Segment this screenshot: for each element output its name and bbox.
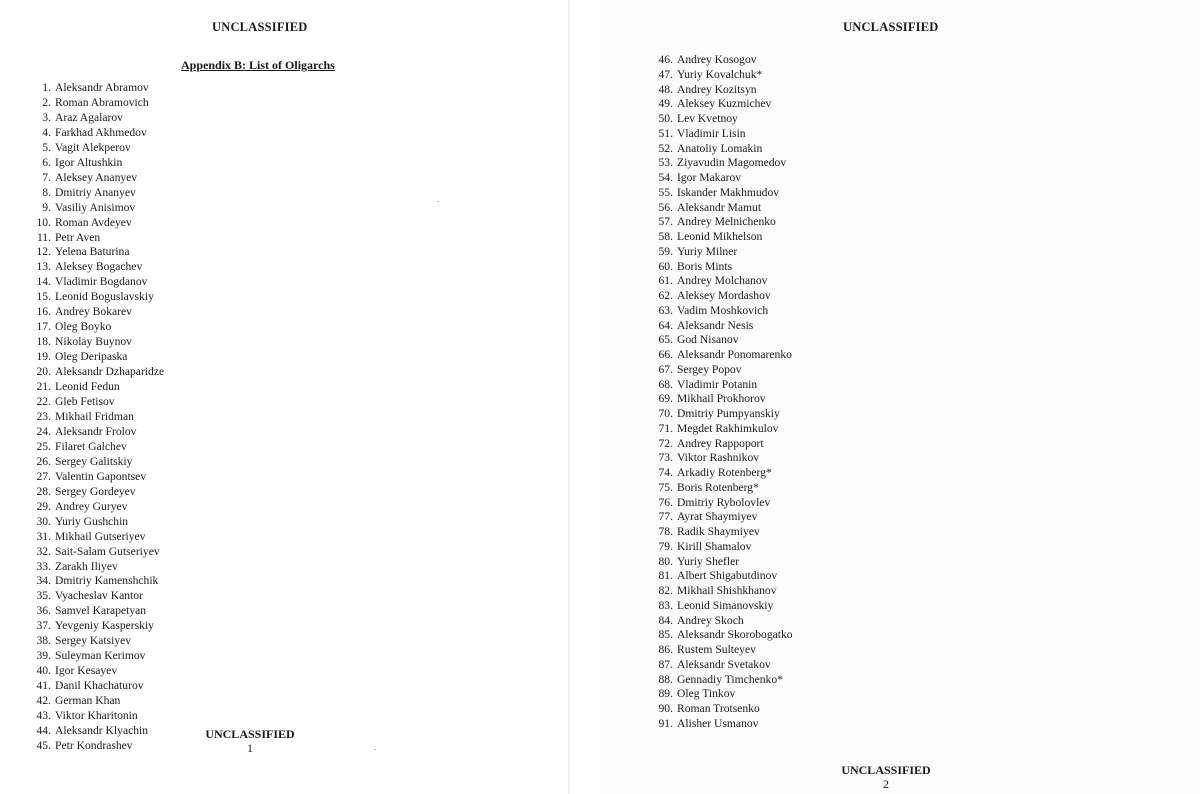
item-number: 88. [658,672,673,686]
list-item [655,392,793,407]
item-number: 89. [658,687,673,701]
oligarch-name: Aleksandr Mamut [677,200,762,214]
oligarch-name: Petr Kondrashev [55,738,133,752]
page-2-footer [836,763,936,791]
item-number: 55. [658,185,673,199]
list-item [655,614,793,629]
item-number: 2. [42,95,51,109]
list-item [655,289,793,304]
item-number: 82. [658,584,673,597]
item-number: 52. [658,141,673,155]
list-item [29,216,164,231]
item-number: 78. [658,525,673,538]
item-number: 79. [658,539,673,553]
list-item [655,628,793,643]
item-number: 10. [36,215,51,229]
oligarch-name: Farkhad Akhmedov [55,125,147,139]
item-number: 31. [36,529,51,543]
oligarch-name: Aleksey Kuzmichev [677,97,772,111]
oligarch-name: Araz Agalarov [55,110,123,124]
oligarch-name: Dmitriy Rybolovlev [677,495,771,509]
list-item [29,305,164,320]
list-item [29,395,164,410]
oligarch-name: Rustem Sulteyev [677,643,756,656]
oligarch-name: Aleksey Mordashov [677,289,771,302]
item-number: 51. [658,126,673,140]
list-item [655,717,793,732]
list-item [29,545,164,560]
item-number: 24. [36,424,51,438]
list-item [29,604,164,619]
list-item [29,664,164,679]
classification-header: UNCLASSIFIED [843,20,939,34]
list-item [655,333,793,348]
item-number: 41. [36,679,51,693]
oligarch-name: Vladimir Lisin [677,126,746,140]
oligarch-name: Sergey Katsiyev [55,634,132,648]
list-item [655,127,793,142]
list-item [655,245,793,260]
item-number: 8. [42,185,51,199]
item-number: 69. [658,392,673,406]
list-item [655,451,793,466]
oligarch-name: Roman Abramovich [55,95,149,109]
oligarch-name: Yuriy Shefler [677,554,740,568]
item-number: 85. [658,628,673,642]
oligarch-name: Alisher Usmanov [677,716,759,730]
oligarch-name: Sergey Popov [677,362,742,376]
oligarch-name: Leonid Fedun [55,380,120,394]
oligarch-name: Sait-Salam Gutseriyev [55,544,160,558]
oligarch-name: Roman Trotsenko [677,702,760,715]
list-item [655,569,793,584]
list-item [29,380,164,395]
list-item [655,171,793,186]
appendix-title: Appendix B: List of Oligarchs [181,58,335,72]
list-item [655,481,793,496]
oligarch-name: Nikolay Buynov [55,335,132,349]
list-item [29,574,164,589]
item-number: 47. [658,67,673,81]
item-number: 39. [36,649,51,663]
item-number: 1. [42,81,51,94]
item-number: 29. [36,499,51,513]
list-item [655,142,793,157]
oligarch-name: Andrey Guryev [55,499,128,513]
item-number: 61. [658,274,673,288]
list-item [29,81,164,96]
oligarch-name: Aleksandr Abramov [55,81,149,94]
list-item [655,437,793,452]
item-number: 23. [36,409,51,423]
list-item [655,422,793,437]
item-number: 91. [658,716,673,730]
item-number: 54. [658,171,673,184]
item-number: 73. [658,451,673,465]
item-number: 35. [36,589,51,603]
item-number: 48. [658,82,673,96]
item-number: 56. [658,200,673,214]
oligarch-name: Andrey Kozitsyn [677,82,757,96]
oligarch-name: Ziyavudin Magomedov [677,156,787,170]
item-number: 72. [658,436,673,450]
oligarch-name: Anatoliy Lomakin [677,141,763,155]
item-number: 36. [36,604,51,618]
list-item [655,673,793,688]
oligarch-name: Mikhail Fridman [55,409,134,423]
oligarch-name: God Nisanov [677,333,739,347]
oligarch-name: Iskander Makhmudov [677,185,780,199]
list-item [655,230,793,245]
oligarch-name: Igor Makarov [677,171,742,184]
oligarch-name: Oleg Tinkov [677,687,736,701]
item-number: 46. [658,53,673,66]
oligarch-name: Radik Shaymiyev [677,525,760,538]
list-item [655,97,793,112]
item-number: 57. [658,215,673,229]
list-item [655,658,793,673]
oligarch-name: Yuriy Kovalchuk* [677,67,763,81]
item-number: 13. [36,260,51,274]
item-number: 67. [658,362,673,376]
oligarch-name: Aleksey Ananyev [55,170,138,184]
list-item [655,348,793,363]
oligarch-name: Albert Shigabutdinov [677,569,778,583]
list-item [655,201,793,216]
list-item [655,540,793,555]
oligarch-name: Andrey Rappoport [677,436,764,450]
list-item [29,515,164,530]
oligarch-name: Aleksandr Dzhaparidze [55,365,165,379]
oligarch-name: Viktor Rashnikov [677,451,760,465]
oligarch-name: Andrey Melnichenko [677,215,776,229]
oligarch-name: Boris Mints [677,259,733,273]
oligarch-name: Lev Kvetnoy [677,112,738,125]
item-number: 58. [658,230,673,243]
oligarch-name: Mikhail Shishkhanov [677,584,777,597]
list-item [29,470,164,485]
oligarch-name: Aleksandr Klyachin [55,723,149,737]
item-number: 68. [658,377,673,391]
oligarch-name: Dmitriy Pumpyanskiy [677,407,780,420]
list-item [29,724,164,739]
item-number: 5. [42,140,51,154]
classification-footer: UNCLASSIFIED [841,763,931,777]
item-number: 16. [36,305,51,319]
item-number: 64. [658,318,673,332]
list-item [29,275,164,290]
item-number: 60. [658,259,673,273]
oligarch-name: Igor Kesayev [55,664,118,678]
list-item [655,643,793,658]
item-number: 44. [36,723,51,737]
list-item [655,215,793,230]
item-number: 30. [36,514,51,528]
list-item [29,141,164,156]
list-item [655,584,793,599]
oligarch-name: Igor Altushkin [55,155,123,169]
item-number: 33. [36,559,51,573]
item-number: 76. [658,495,673,509]
item-number: 86. [658,643,673,656]
oligarch-name: Leonid Boguslavskiy [55,290,154,304]
item-number: 83. [658,598,673,612]
list-item [29,634,164,649]
list-item [655,156,793,171]
list-item [655,510,793,525]
list-item [29,201,164,216]
list-item [655,53,793,68]
page-gutter [568,0,570,794]
oligarch-name: Andrey Bokarev [55,305,132,319]
item-number: 9. [42,200,51,214]
oligarch-name: Andrey Skoch [677,613,744,627]
item-number: 21. [36,380,51,394]
oligarch-name: Megdet Rakhimkulov [677,421,779,435]
item-number: 84. [658,613,673,627]
oligarch-name: Yuriy Gushchin [55,514,129,528]
list-item [29,350,164,365]
list-item [29,96,164,111]
oligarch-list-page-1 [29,81,164,754]
list-item [655,83,793,98]
oligarch-name: Aleksey Bogachev [55,260,143,274]
oligarch-name: Mikhail Prokhorov [677,392,766,406]
list-item [29,694,164,709]
item-number: 17. [36,320,51,334]
oligarch-name: Aleksandr Ponomarenko [677,348,792,361]
list-item [655,274,793,289]
item-number: 71. [658,421,673,435]
oligarch-name: Vagit Alekperov [55,140,131,154]
oligarch-name: Dmitriy Kamenshchik [55,574,159,588]
list-item [655,304,793,319]
list-item [655,260,793,275]
list-item [29,111,164,126]
oligarch-name: Vladimir Bogdanov [55,275,148,289]
oligarch-name: Samvel Karapetyan [55,604,147,618]
item-number: 59. [658,244,673,258]
oligarch-name: Roman Avdeyev [55,215,132,229]
oligarch-name: Aleksandr Nesis [677,318,754,332]
oligarch-name: Aleksandr Skorobogatko [677,628,793,642]
item-number: 14. [36,275,51,289]
oligarch-name: Leonid Simanovskiy [677,598,774,612]
item-number: 40. [36,664,51,678]
item-number: 80. [658,554,673,568]
oligarch-name: Aleksandr Svetakov [677,657,771,671]
item-number: 87. [658,657,673,671]
list-item [29,530,164,545]
list-item [655,687,793,702]
list-item [29,455,164,470]
oligarch-name: Mikhail Gutseriyev [55,529,146,543]
list-item [655,186,793,201]
list-item [29,739,164,754]
item-number: 66. [658,348,673,361]
item-number: 62. [658,289,673,302]
list-item [655,599,793,614]
item-number: 15. [36,290,51,304]
item-number: 49. [658,97,673,111]
list-item [29,365,164,380]
oligarch-name: German Khan [55,694,121,708]
list-item [655,407,793,422]
item-number: 38. [36,634,51,648]
item-number: 90. [658,702,673,715]
item-number: 25. [36,439,51,453]
list-item [29,709,164,724]
item-number: 11. [36,230,51,244]
item-number: 4. [42,125,51,139]
item-number: 77. [658,510,673,524]
oligarch-name: Yuriy Milner [677,244,738,258]
list-item [29,649,164,664]
list-item [29,619,164,634]
oligarch-name: Valentin Gapontsev [55,469,147,483]
list-item [655,496,793,511]
list-item [655,112,793,127]
item-number: 45. [36,738,51,752]
item-number: 26. [36,454,51,468]
oligarch-name: Andrey Molchanov [677,274,768,288]
item-number: 70. [658,407,673,420]
oligarch-name: Sergey Galitskiy [55,454,133,468]
list-item [29,290,164,305]
oligarch-name: Arkadiy Rotenberg* [677,466,772,479]
item-number: 37. [36,619,51,633]
oligarch-name: Sergey Gordeyev [55,484,136,498]
item-number: 12. [36,245,51,259]
list-item [655,68,793,83]
oligarch-name: Vasiliy Anisimov [55,200,136,214]
oligarch-name: Gleb Fetisov [55,395,115,409]
page-number: 2 [883,777,889,791]
list-item [29,410,164,425]
list-item [655,319,793,334]
oligarch-name: Ayrat Shaymiyev [677,510,758,524]
item-number: 18. [36,335,51,349]
classification-footer: UNCLASSIFIED [205,727,295,741]
list-item [29,440,164,455]
item-number: 65. [658,333,673,347]
item-number: 27. [36,469,51,483]
item-number: 3. [42,110,51,124]
oligarch-name: Boris Rotenberg* [677,480,759,494]
list-item [29,679,164,694]
oligarch-name: Oleg Deripaska [55,350,128,364]
list-item [655,363,793,378]
item-number: 28. [36,484,51,498]
oligarch-name: Zarakh Iliyev [55,559,118,573]
oligarch-name: Andrey Kosogov [677,53,757,66]
item-number: 42. [36,694,51,708]
item-number: 75. [658,480,673,494]
item-number: 43. [36,709,51,723]
item-number: 22. [36,395,51,409]
classification-header: UNCLASSIFIED [212,20,308,34]
list-item [29,560,164,575]
list-item [29,500,164,515]
oligarch-name: Petr Aven [55,230,101,244]
scan-speck [437,201,439,202]
list-item [29,156,164,171]
page-number: 1 [247,741,253,755]
oligarch-name: Leonid Mikhelson [677,230,763,243]
oligarch-name: Dmitriy Ananyev [55,185,136,199]
list-item [29,186,164,201]
oligarch-name: Yelena Baturina [55,245,130,259]
list-item [29,320,164,335]
item-number: 74. [658,466,673,479]
oligarch-name: Danil Khachaturov [55,679,144,693]
list-item [655,378,793,393]
oligarch-name: Aleksandr Frolov [55,424,137,438]
oligarch-name: Kirill Shamalov [677,539,752,553]
list-item [29,126,164,141]
list-item [655,555,793,570]
list-item [655,466,793,481]
list-item [655,702,793,717]
list-item [655,525,793,540]
oligarch-name: Gennadiy Timchenko* [677,672,783,686]
item-number: 50. [658,112,673,125]
list-item [29,335,164,350]
list-item [29,589,164,604]
oligarch-name: Filaret Galchev [55,439,127,453]
oligarch-name: Viktor Kharitonin [55,709,138,723]
item-number: 81. [658,569,673,583]
list-item [29,245,164,260]
oligarch-list-page-2 [655,53,793,732]
item-number: 20. [36,365,51,379]
item-number: 34. [36,574,51,588]
oligarch-name: Yevgeniy Kasperskiy [55,619,154,633]
oligarch-name: Vladimir Potanin [677,377,758,391]
list-item [29,485,164,500]
list-item [29,231,164,246]
item-number: 63. [658,303,673,317]
list-item [29,425,164,440]
item-number: 19. [36,350,51,364]
item-number: 32. [36,544,51,558]
item-number: 6. [42,155,51,169]
list-item [29,171,164,186]
oligarch-name: Oleg Boyko [55,320,112,334]
scan-speck [374,749,376,750]
oligarch-name: Vadim Moshkovich [677,303,769,317]
oligarch-name: Vyacheslav Kantor [55,589,143,603]
page-1-footer [200,727,300,755]
item-number: 53. [658,156,673,170]
list-item [29,260,164,275]
oligarch-name: Suleyman Kerimov [55,649,146,663]
item-number: 7. [42,170,51,184]
